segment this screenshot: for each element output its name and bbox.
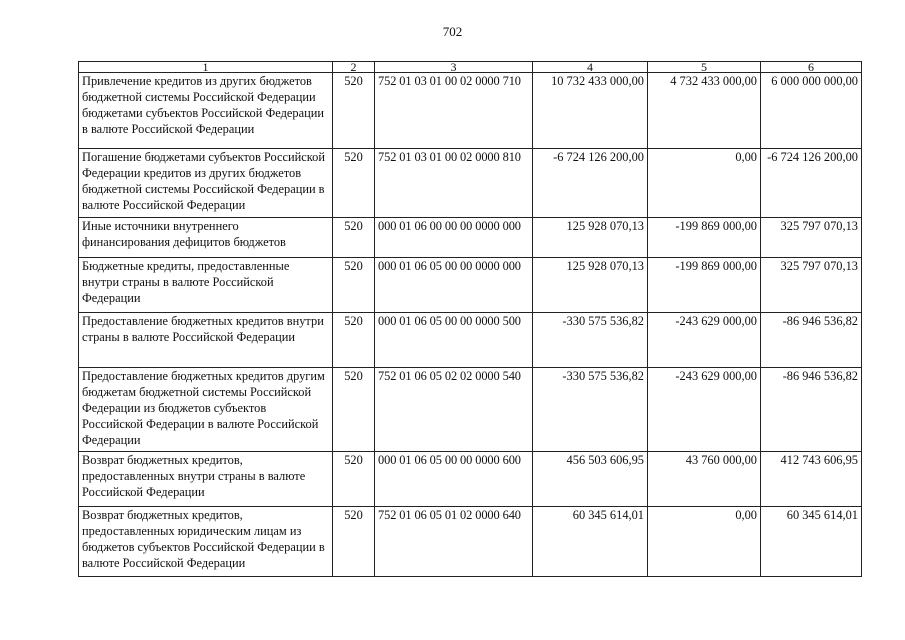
column-header-5: 5 — [648, 62, 761, 73]
row-budget-code: 752 01 06 05 01 02 0000 640 — [375, 507, 533, 577]
row-budget-code: 000 01 06 00 00 00 0000 000 — [375, 218, 533, 258]
row-value-col6: 412 743 606,95 — [761, 452, 862, 507]
row-admin-code: 520 — [333, 368, 375, 452]
row-name: Предоставление бюджетных кредитов другим бюджетам бюджетной системы Российской Федерации из бюджетов субъектов Российской Федерации в валюте Российской Федерации — [79, 368, 333, 452]
row-admin-code: 520 — [333, 313, 375, 368]
page-number: 702 — [442, 24, 463, 39]
row-admin-code: 520 — [333, 149, 375, 218]
row-budget-code: 752 01 03 01 00 02 0000 710 — [375, 73, 533, 149]
row-value-col4: 456 503 606,95 — [533, 452, 648, 507]
column-header-3: 3 — [375, 62, 533, 73]
table-row — [79, 452, 862, 507]
row-name: Привлечение кредитов из других бюджетов бюджетной системы Российской Федерации бюджетами субъектов Российской Федерации в валюте Российской Федерации — [79, 73, 333, 149]
row-value-col6: -6 724 126 200,00 — [761, 149, 862, 218]
row-admin-code: 520 — [333, 258, 375, 313]
row-name: Иные источники внутреннего финансирования дефицитов бюджетов — [79, 218, 333, 258]
row-value-col5: 0,00 — [648, 149, 761, 218]
row-value-col5: -199 869 000,00 — [648, 258, 761, 313]
row-budget-code: 000 01 06 05 00 00 0000 000 — [375, 258, 533, 313]
table-row — [79, 313, 862, 368]
table-row — [79, 149, 862, 218]
row-admin-code: 520 — [333, 218, 375, 258]
row-value-col4: -330 575 536,82 — [533, 313, 648, 368]
row-name: Погашение бюджетами субъектов Российской Федерации кредитов из других бюджетов бюджетной системы Российской Федерации в валюте Российской Федерации — [79, 149, 333, 218]
row-name: Возврат бюджетных кредитов, предоставленных внутри страны в валюте Российской Федерации — [79, 452, 333, 507]
row-admin-code: 520 — [333, 452, 375, 507]
table-row — [79, 368, 862, 452]
column-header-6: 6 — [761, 62, 862, 73]
table-header-row — [79, 62, 862, 73]
row-value-col6: -86 946 536,82 — [761, 368, 862, 452]
row-value-col6: 6 000 000 000,00 — [761, 73, 862, 149]
table-row — [79, 258, 862, 313]
row-value-col4: 125 928 070,13 — [533, 258, 648, 313]
row-budget-code: 752 01 03 01 00 02 0000 810 — [375, 149, 533, 218]
row-value-col5: -199 869 000,00 — [648, 218, 761, 258]
row-value-col6: 60 345 614,01 — [761, 507, 862, 577]
row-value-col6: 325 797 070,13 — [761, 258, 862, 313]
row-value-col6: 325 797 070,13 — [761, 218, 862, 258]
row-value-col6: -86 946 536,82 — [761, 313, 862, 368]
row-admin-code: 520 — [333, 73, 375, 149]
row-name: Бюджетные кредиты, предоставленные внутри страны в валюте Российской Федерации — [79, 258, 333, 313]
row-value-col4: 10 732 433 000,00 — [533, 73, 648, 149]
row-admin-code: 520 — [333, 507, 375, 577]
row-value-col4: 125 928 070,13 — [533, 218, 648, 258]
row-budget-code: 752 01 06 05 02 02 0000 540 — [375, 368, 533, 452]
column-header-2: 2 — [333, 62, 375, 73]
row-budget-code: 000 01 06 05 00 00 0000 500 — [375, 313, 533, 368]
table-row — [79, 73, 862, 149]
row-value-col4: -6 724 126 200,00 — [533, 149, 648, 218]
budget-sources-table — [78, 61, 862, 577]
row-value-col5: 43 760 000,00 — [648, 452, 761, 507]
column-header-4: 4 — [533, 62, 648, 73]
row-value-col5: 0,00 — [648, 507, 761, 577]
row-value-col4: 60 345 614,01 — [533, 507, 648, 577]
table-row — [79, 507, 862, 577]
column-header-1: 1 — [79, 62, 333, 73]
row-budget-code: 000 01 06 05 00 00 0000 600 — [375, 452, 533, 507]
table-row — [79, 218, 862, 258]
row-name: Предоставление бюджетных кредитов внутри страны в валюте Российской Федерации — [79, 313, 333, 368]
row-value-col5: -243 629 000,00 — [648, 368, 761, 452]
row-value-col5: -243 629 000,00 — [648, 313, 761, 368]
row-value-col5: 4 732 433 000,00 — [648, 73, 761, 149]
row-value-col4: -330 575 536,82 — [533, 368, 648, 452]
row-name: Возврат бюджетных кредитов, предоставленных юридическим лицам из бюджетов субъектов Российской Федерации в валюте Российской Федерации — [79, 507, 333, 577]
